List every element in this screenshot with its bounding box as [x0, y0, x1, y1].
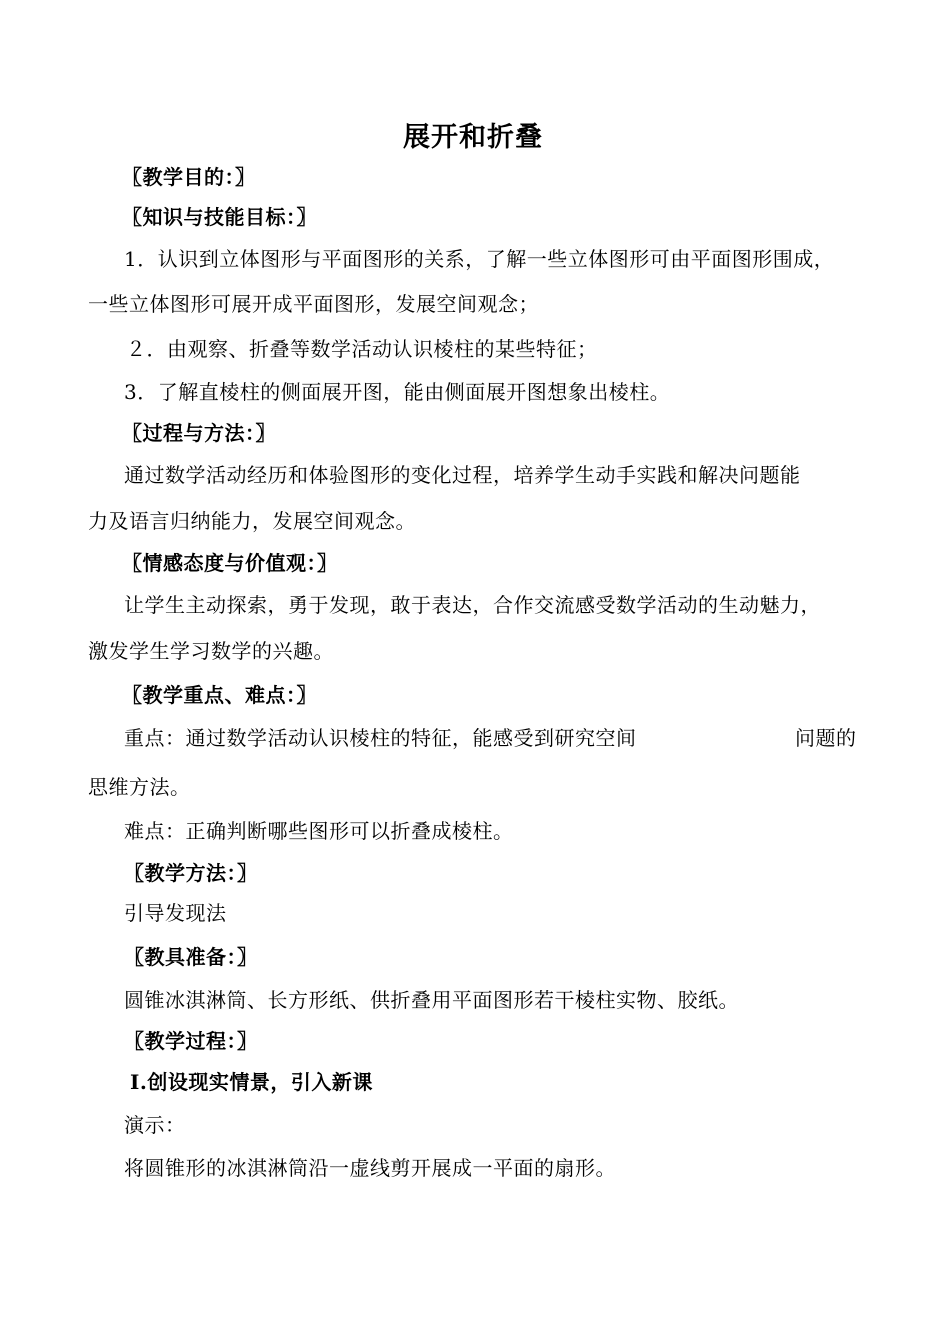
knowledge-item-2: ２．由观察、折叠等数学活动认识棱柱的某些特征；: [126, 337, 598, 361]
difficulty-text: 难点：正确判断哪些图形可以折叠成棱柱。: [124, 819, 514, 843]
emotion-line-2: 激发学生学习数学的兴趣。: [88, 639, 334, 663]
knowledge-item-3: 3．了解直棱柱的侧面展开图，能由侧面展开图想象出棱柱。: [124, 380, 671, 404]
process-method-line-2: 力及语言归纳能力，发展空间观念。: [88, 509, 416, 533]
knowledge-item-1-line-1: 1．认识到立体图形与平面图形的关系，了解一些立体图形可由平面图形围成，: [124, 247, 835, 271]
step-1-heading: Ⅰ.创设现实情景，引入新课: [130, 1070, 373, 1094]
demo-label: 演示：: [124, 1113, 186, 1137]
teaching-process-heading: 〖教学过程：〗: [124, 1029, 258, 1053]
key-point-text-end: 问题的: [795, 726, 857, 750]
objectives-heading: 〖教学目的：〗: [122, 165, 256, 189]
demo-text: 将圆锥形的冰淇淋筒沿一虚线剪开展成一平面的扇形。: [124, 1156, 616, 1180]
knowledge-heading: 〖知识与技能目标：〗: [122, 205, 317, 229]
tools-text: 圆锥冰淇淋筒、长方形纸、供折叠用平面图形若干棱柱实物、胶纸。: [124, 988, 739, 1012]
knowledge-item-1-line-2: 一些立体图形可展开成平面图形，发展空间观念；: [88, 292, 539, 316]
document-title: 展开和折叠: [403, 122, 543, 153]
tools-heading: 〖教具准备：〗: [124, 945, 258, 969]
process-method-heading: 〖过程与方法：〗: [122, 421, 276, 445]
key-point-text: 重点：通过数学活动认识棱柱的特征，能感受到研究空间: [124, 726, 637, 750]
emotion-line-1: 让学生主动探索，勇于发现，敢于表达，合作交流感受数学活动的生动魅力，: [124, 593, 821, 617]
teaching-method-text: 引导发现法: [124, 901, 227, 925]
teaching-method-heading: 〖教学方法：〗: [124, 861, 258, 885]
key-difficulty-heading: 〖教学重点、难点：〗: [122, 683, 317, 707]
key-point-line-2: 思维方法。: [88, 775, 191, 799]
emotion-heading: 〖情感态度与价值观：〗: [122, 551, 338, 575]
process-method-line-1: 通过数学活动经历和体验图形的变化过程，培养学生动手实践和解决问题能: [124, 463, 801, 487]
